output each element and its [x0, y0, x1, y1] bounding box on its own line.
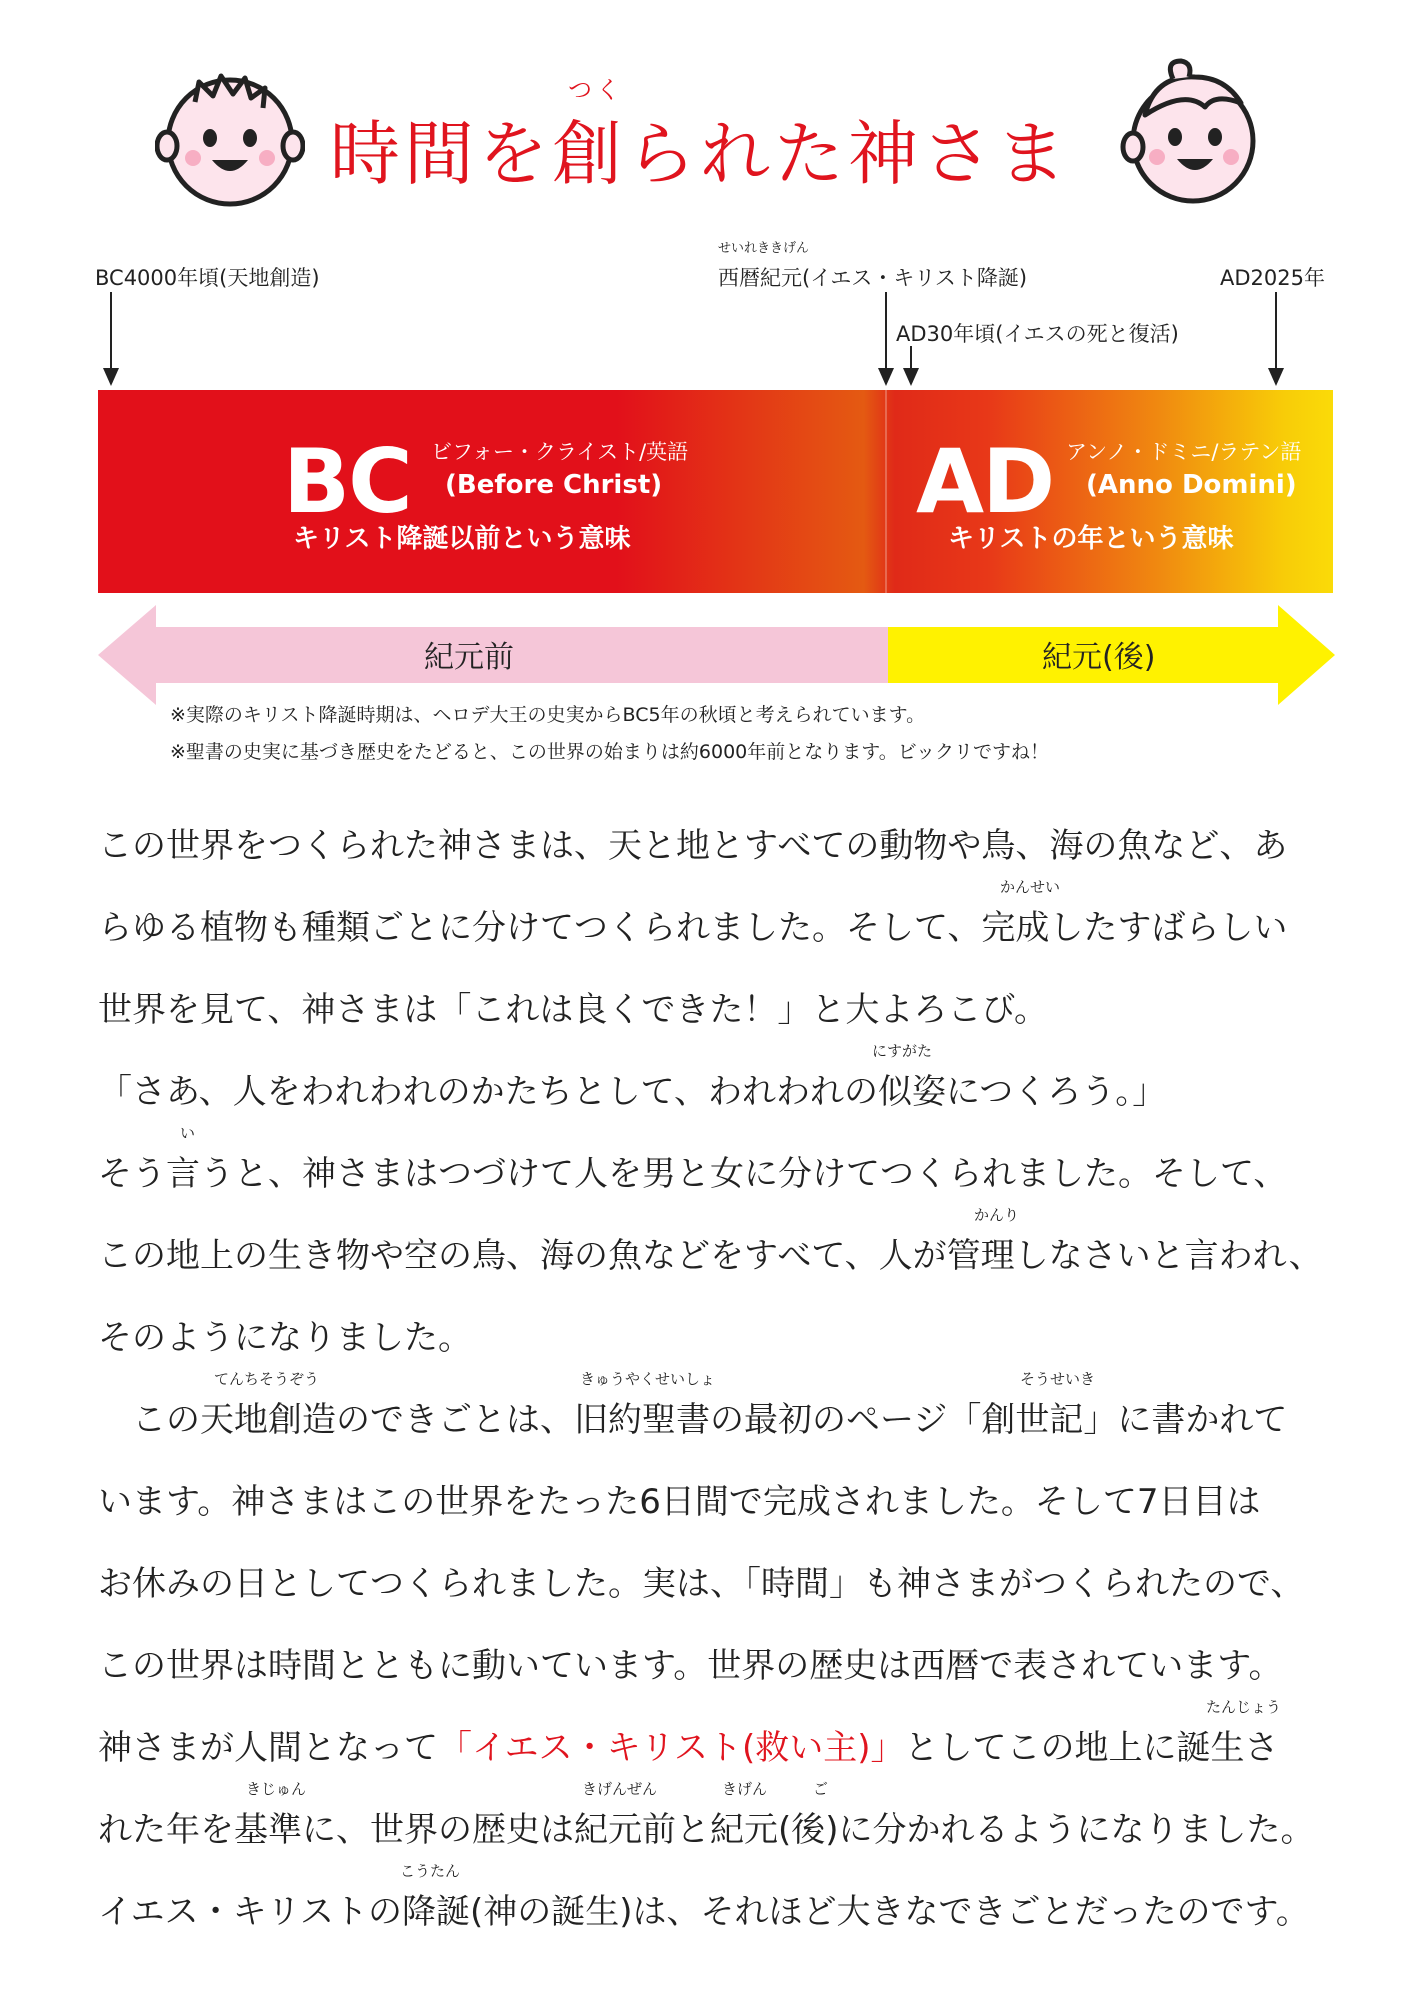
ruby-tenchisouzou: てんちそうぞう	[214, 1370, 320, 1388]
bc-abbr: BC	[283, 430, 411, 533]
timeline-ad30-label: AD30年頃(イエスの死と復活)	[896, 322, 1179, 346]
ad-meaning: キリストの年という意味	[948, 524, 1234, 554]
timeline-epoch-ruby: せいれききげん	[718, 241, 810, 256]
ruby-koutan: こうたん	[400, 1862, 461, 1880]
body-line-14: イエス・キリストの降誕(神の誕生)は、それほど大きなできごとだったのです。	[98, 1892, 1310, 1932]
body-line-7: そのようになりました。	[98, 1318, 472, 1358]
body-line-5: そう言うと、神さまはつづけて人を男と女に分けてつくられました。そして、	[98, 1154, 1288, 1194]
body-line-2: らゆる植物も種類ごとに分けてつくられました。そして、完成したすばらしい	[98, 908, 1288, 948]
body-line-1: この世界をつくられた神さまは、天と地とすべての動物や鳥、海の魚など、あ	[98, 826, 1288, 866]
ruby-kigenzen: きげんぜん	[582, 1780, 658, 1798]
body-line-10: お休みの日としてつくられました。実は、「時間」も神さまがつくられたので、	[98, 1564, 1305, 1604]
page-title: 時間を創られた神さま	[330, 113, 1070, 195]
jesus-christ-highlight: 「イエス・キリスト(救い主)」	[438, 1728, 905, 1768]
ruby-i: い	[180, 1124, 196, 1142]
timeline-start-label: BC4000年頃(天地創造)	[95, 266, 320, 290]
era-after-label: 紀元(後)	[1042, 640, 1156, 675]
ruby-kyuuyakuseisho: きゅうやくせいしょ	[580, 1370, 716, 1388]
ruby-nisugata: にすがた	[872, 1042, 933, 1060]
ruby-kijun: きじゅん	[246, 1780, 307, 1798]
body-line-13: れた年を基準に、世界の歴史は紀元前と紀元(後)に分かれるようになりました。	[98, 1810, 1315, 1850]
body-line-12	[98, 1707, 1338, 1789]
timeline-end-label: AD2025年	[1220, 266, 1325, 290]
ruby-kansei: かんせい	[1000, 878, 1061, 896]
ruby-go: ご	[813, 1780, 829, 1798]
note-1: ※実際のキリスト降誕時期は、ヘロデ大王の史実からBC5年の秋頃と考えられています。	[170, 704, 926, 726]
bc-english: (Before Christ)	[445, 470, 663, 500]
ad-abbr: AD	[916, 430, 1054, 533]
body-line-12-pre: 神さまが人間となって	[98, 1728, 438, 1768]
body-line-12-post: としてこの地上に誕生さ	[904, 1728, 1279, 1768]
title-ruby: つく	[568, 76, 624, 104]
ruby-souseiki: そうせいき	[1020, 1370, 1096, 1388]
body-line-6: この地上の生き物や空の鳥、海の魚などをすべて、人が管理しなさいと言われ、	[98, 1236, 1323, 1276]
era-before-label: 紀元前	[424, 640, 514, 675]
ruby-kigen: きげん	[722, 1780, 768, 1798]
body-line-3: 世界を見て、神さまは「これは良くできた！」と大よろこび。	[98, 990, 1048, 1030]
bc-reading: ビフォー・クライスト/英語	[431, 440, 689, 464]
ad-reading: アンノ・ドミニ/ラテン語	[1066, 440, 1302, 464]
bc-meaning: キリスト降誕以前という意味	[293, 524, 631, 554]
body-line-4: 「さあ、人をわれわれのかたちとして、われわれの似姿につくろう。」	[98, 1072, 1167, 1112]
body-line-8: この天地創造のできごとは、旧約聖書の最初のページ「創世記」に書かれて	[98, 1400, 1288, 1440]
body-line-11: この世界は時間とともに動いています。世界の歴史は西暦で表されています。	[98, 1646, 1283, 1686]
ruby-tanjou: たんじょう	[1206, 1698, 1282, 1716]
body-line-9: います。神さまはこの世界をたった6日間で完成されました。そして7日目は	[98, 1482, 1261, 1522]
ruby-kanri: かんり	[974, 1206, 1020, 1224]
ad-latin: (Anno Domini)	[1086, 470, 1297, 500]
note-2: ※聖書の史実に基づき歴史をたどると、この世界の始まりは約6000年前となります。ビックリですね！	[170, 741, 1049, 763]
timeline-epoch-label: 西暦紀元(イエス・キリスト降誕)	[718, 266, 1028, 290]
